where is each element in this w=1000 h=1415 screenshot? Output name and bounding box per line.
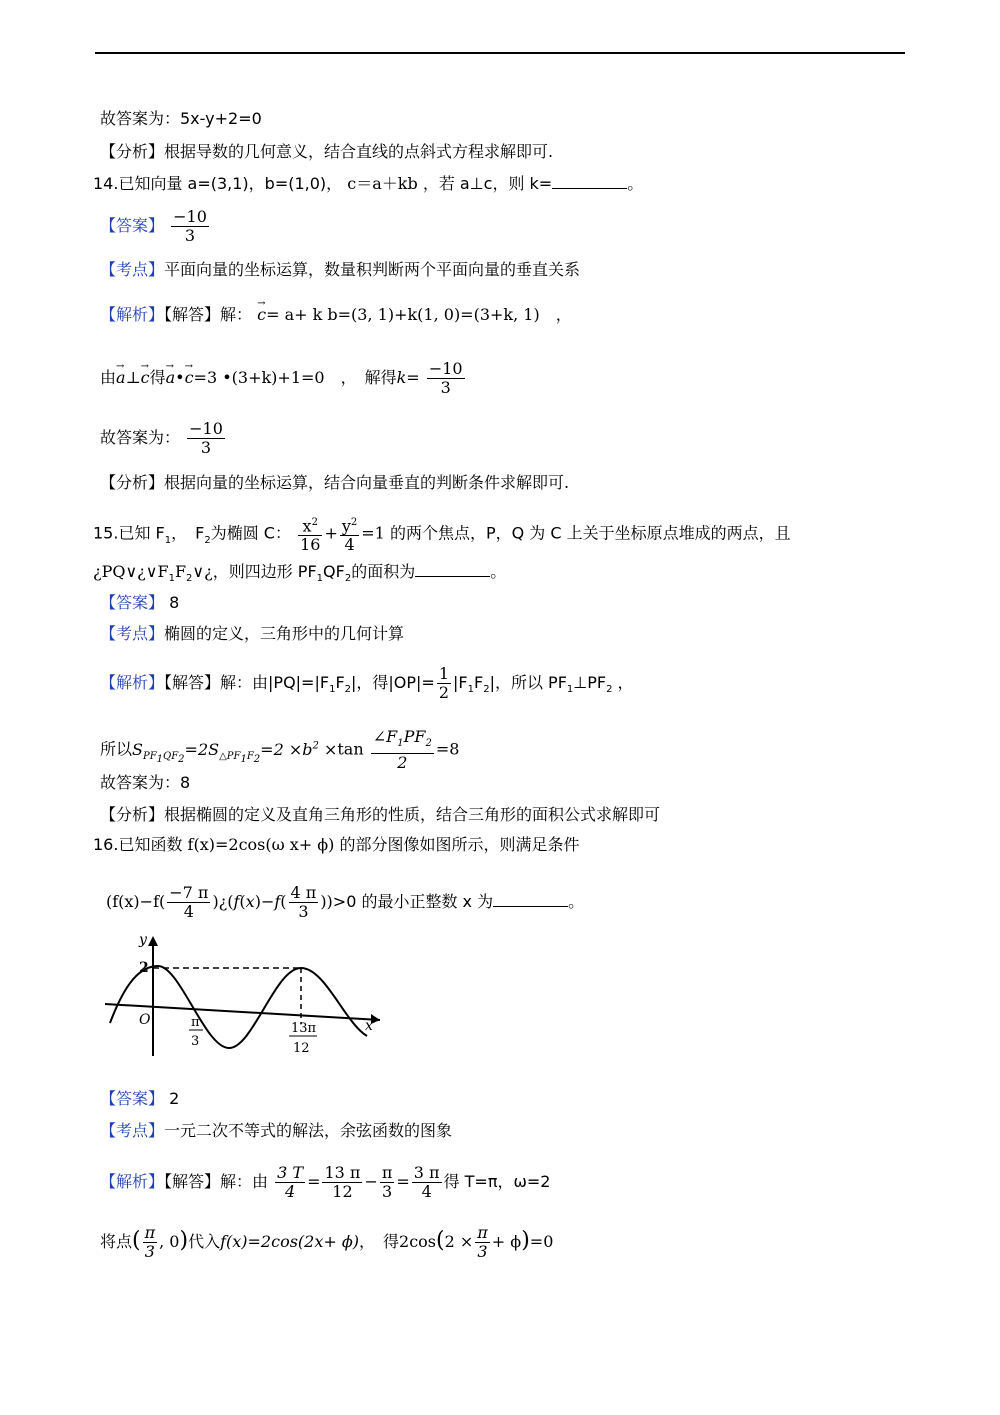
fraction: $\frac{13 \pi}{12}$ — [324, 1163, 361, 1201]
answer-14: 【答案】 $\frac{-10}{3}$ — [100, 207, 207, 245]
fraction: $\frac{x^2}{16}$ — [298, 514, 322, 554]
solution-16-line1: 【解析】【解答】解：由 $\frac{3 T}{4}$ = $\frac{13 \pi}{12}$ − $\frac{\pi}{3}$ = $\frac{3 \pi}{4}$ 得 T=π，ω=2 — [100, 1163, 551, 1201]
answer-line-13 — [100, 109, 262, 129]
analysis-14: 【分析】根据向量的坐标运算，结合向量垂直的判断条件求解即可. — [100, 473, 570, 492]
question-16: 16.已知函数 f(x)=2cos(ω x+ ϕ) 的部分图像如图所示，则满足条件 — [93, 835, 580, 854]
keypoint-16: 【考点】一元二次不等式的解法，余弦函数的图象 — [100, 1121, 453, 1140]
question-15: 15.已知 $F_1$， $F_2$为椭圆 C： $\frac{x^2}{16}$ + $\frac{y^2}{4}$ =1 的两个焦点，P，Q 为 C 上关于坐标原点堆成的两点，且 — [93, 514, 791, 554]
analysis-line-13 — [100, 142, 553, 162]
y-axis-arrow — [148, 936, 158, 946]
fraction: $\frac{y^2}{4}$ — [340, 514, 359, 554]
fraction: $\frac{4 \pi}{3}$ — [290, 883, 317, 921]
fraction: $\frac{3 \pi}{4}$ — [413, 1163, 440, 1201]
question-16-line2: (f(x)−f( $\frac{-7 \pi}{4}$ )¿(f(x)−f( $\frac{4 \pi}{3}$ ))>0 的最小正整数 x 为 。 — [106, 883, 585, 921]
final-14: 故答案为： $\frac{-10}{3}$ — [100, 419, 223, 457]
fraction: $\frac{3 T}{4}$ — [277, 1163, 304, 1201]
solution-16-line2: 将点( $\frac{\pi}{3}$ , 0)代入f(x)=2cos(2x+ ϕ)， 得2cos(2 × $\frac{\pi}{3}$ + ϕ)=0 — [100, 1223, 554, 1261]
cosine-graph — [105, 928, 395, 1058]
fraction: $\frac{-7 \pi}{4}$ — [169, 883, 209, 921]
question-15-line2: ¿$PQ\vee¿\vee F_1F_2\vee¿$，则四边形 $PF_1QF_2$的面积为 。 — [93, 562, 507, 585]
blank — [493, 892, 568, 907]
x-label: x — [365, 1018, 373, 1034]
blank — [552, 174, 627, 189]
blank — [415, 562, 490, 577]
fraction: $\frac{\pi}{3}$ — [477, 1223, 488, 1261]
tick2-num: 13π — [291, 1021, 317, 1036]
question-14: 14.已知向量 a=(3,1)，b=(1,0)， c＝a＋kb ，若 a⊥c，则 k= 。 — [93, 174, 644, 193]
solution-14-line1: 【解析】【解答】解： → c= a+ k b=(3, 1)+k(1, 0)=(3+k, 1) ， — [100, 305, 572, 325]
tick2-den: 12 — [293, 1041, 310, 1056]
keypoint-14: 【考点】平面向量的坐标运算，数量积判断两个平面向量的垂直关系 — [100, 260, 581, 279]
fraction: $\frac{\angle F_1PF_2}{2}$ — [372, 727, 432, 773]
keypoint-15: 【考点】椭圆的定义，三角形中的几何计算 — [100, 624, 405, 643]
solution-15-line1: 【解析】【解答】解：由$|PQ|=|F_1F_2|$，得|OP|= $\frac{1}{2}$ $|F_1F_2|$，所以 $PF_1\perp PF_2$ ， — [100, 664, 634, 702]
analysis-15: 【分析】根据椭圆的定义及直角三角形的性质，结合三角形的面积公式求解即可 — [100, 805, 661, 824]
max-label: 2 — [139, 960, 149, 976]
fraction: $\frac{-10}{3}$ — [428, 359, 463, 397]
header-rule — [95, 52, 905, 54]
solution-15-line2: 所以$S_{PF_1QF_2}=2S_{\triangle PF_1F_2}=2 \times b^2 \times\tan$ $\frac{\angle F_1PF_2}{2}$ =8 — [100, 727, 460, 773]
fraction: $\frac{1}{2}$ — [438, 664, 450, 702]
fraction: $\frac{-10}{3}$ — [189, 419, 223, 457]
answer-16: 【答案】 2 — [100, 1089, 180, 1108]
tick1-den: 3 — [191, 1034, 200, 1049]
tick1-num: π — [191, 1015, 200, 1030]
fraction: $\frac{\pi}{3}$ — [381, 1163, 393, 1201]
answer-text: 故答案为：5x-y+2=0 — [100, 109, 262, 128]
answer-15: 【答案】 8 — [100, 593, 180, 612]
y-label: y — [139, 932, 147, 948]
final-15: 故答案为：8 — [100, 773, 191, 792]
fraction: $\frac{-10}{3}$ — [173, 207, 207, 245]
analysis-text: 【分析】根据导数的几何意义，结合直线的点斜式方程求解即可. — [100, 142, 554, 161]
solution-14-line2: 由→ a⊥→ c得→ a•→ c=3 •(3+k)+1=0 ， 解得k= $\frac{-10}{3}$ — [100, 360, 467, 397]
fraction: $\frac{\pi}{3}$ — [144, 1223, 156, 1261]
origin-label: O — [139, 1012, 151, 1028]
